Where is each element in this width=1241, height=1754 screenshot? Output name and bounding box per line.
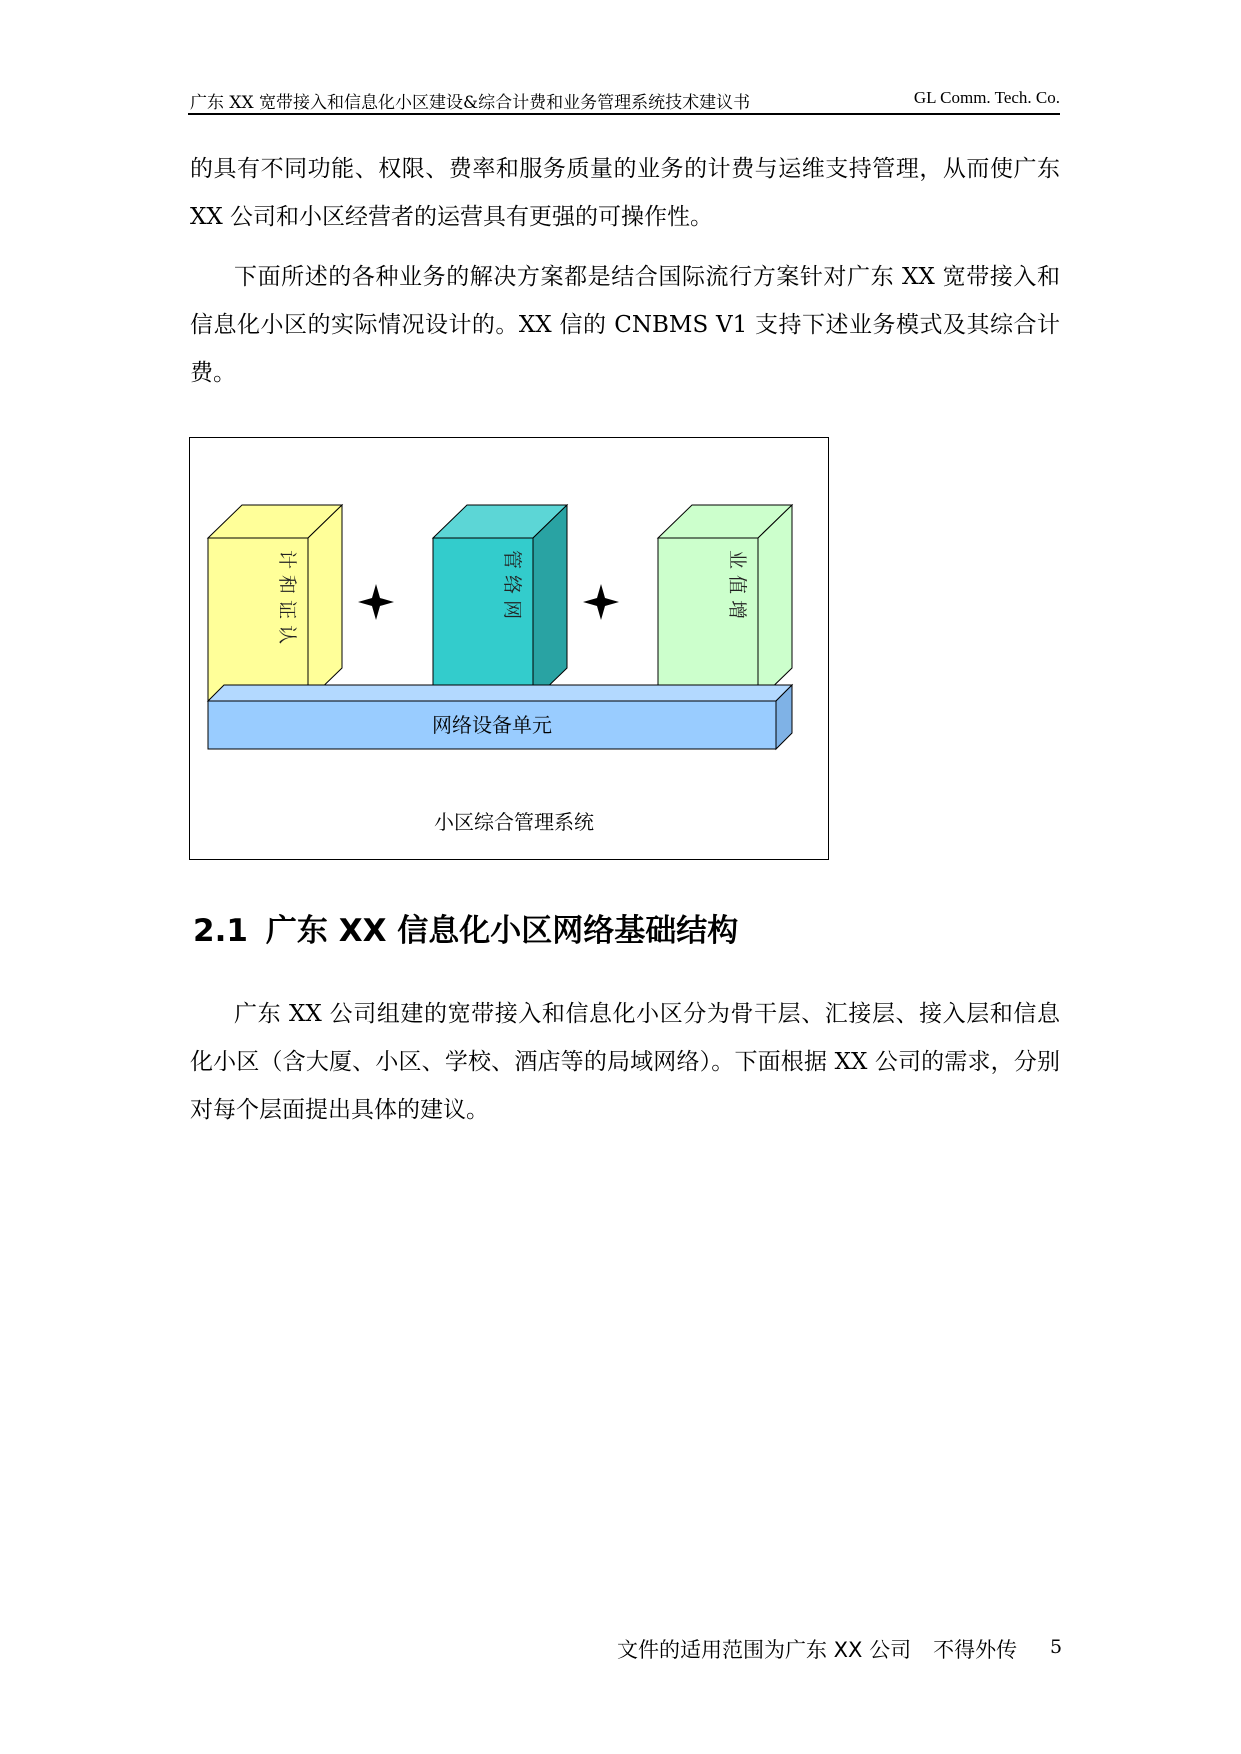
figure-caption: 小区综合管理系统: [434, 810, 594, 834]
body-paragraph-2: 下面所述的各种业务的解决方案都是结合国际流行方案针对广东 XX 宽带接入和信息化小区的实际情况设计的。XX 信的 CNBMS V1 支持下述业务模式及其综合计费。: [190, 264, 1060, 386]
plus-star-icon: [358, 584, 394, 620]
company-name: GL Comm. Tech. Co.: [913, 88, 1060, 107]
network-box-label: 管 络 网: [501, 550, 523, 620]
billing-auth-box: [208, 505, 342, 701]
section-number: 2.1: [193, 913, 248, 949]
network-box-side: [533, 505, 567, 701]
document-title: 广东 XX 宽带接入和信息化小区建设&综合计费和业务管理系统技术建议书: [190, 93, 751, 113]
value-box-side: [758, 505, 792, 701]
footer-scope-notice: 文件的适用范围为广东 XX 公司: [617, 1638, 912, 1662]
footer-restriction: 不得外传: [933, 1638, 1018, 1662]
plus-star-icon: [583, 584, 619, 620]
equipment-bar-top: [208, 685, 792, 701]
network-mgmt-box: [433, 505, 567, 701]
page-footer: [617, 1634, 1017, 1664]
page-number: 5: [1050, 1636, 1063, 1658]
section-paragraph: 广东 XX 公司组建的宽带接入和信息化小区分为骨干层、汇接层、接入层和信息化小区（含大厦、小区、学校、酒店等的局域网络）。下面根据 XX 公司的需求，分别对每个层面提出具体的建议。: [190, 1001, 1060, 1123]
header-divider: [188, 113, 1060, 115]
body-paragraph-1: 的具有不同功能、权限、费率和服务质量的业务的计费与运维支持管理，从而使广东 XX 公司和小区经营者的运营具有更强的可操作性。: [190, 156, 1060, 230]
section-heading: [193, 905, 738, 950]
billing-box-side: [308, 505, 342, 701]
network-equipment-bar: [208, 685, 792, 749]
system-architecture-figure: [189, 437, 829, 860]
equipment-bar-label: 网络设备单元: [432, 713, 552, 737]
value-added-box: [658, 505, 792, 701]
section-title: 广东 XX 信息化小区网络基础结构: [265, 913, 739, 949]
value-box-label: 业 值 增: [726, 550, 748, 620]
billing-box-label: 计 和 证 认: [276, 550, 298, 645]
architecture-diagram: [190, 438, 830, 861]
